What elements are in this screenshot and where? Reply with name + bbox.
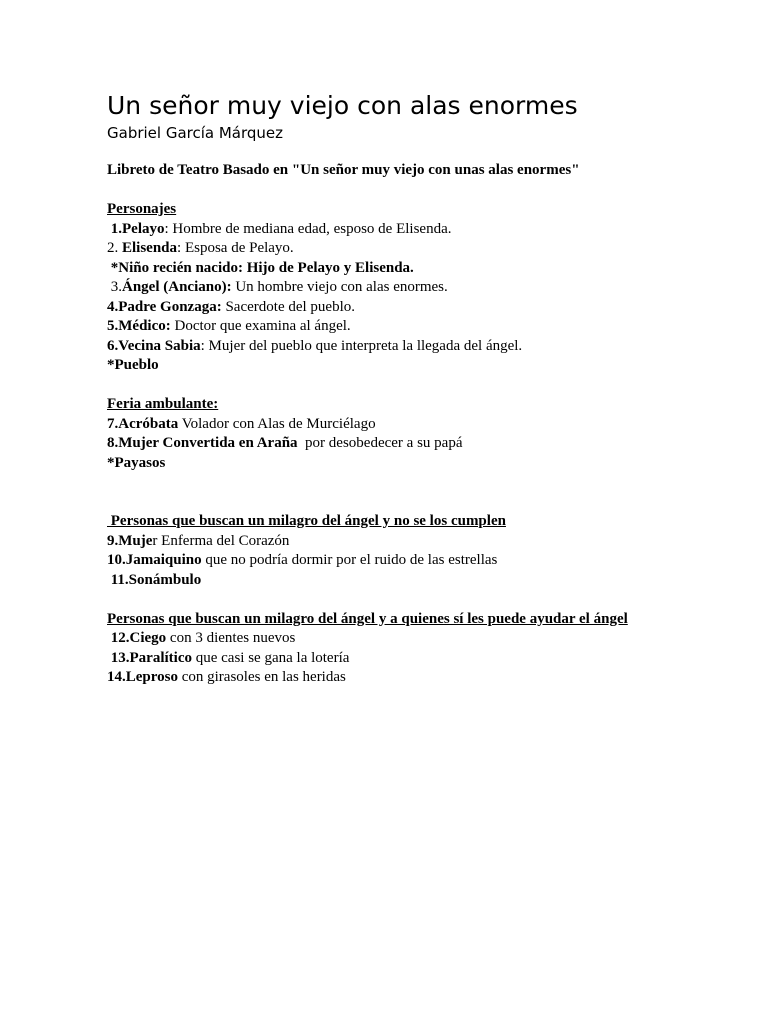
- character-line: [107, 239, 747, 259]
- libreto-text: Libreto de Teatro Basado en "Un señor muy viejo con unas alas enormes": [107, 162, 580, 178]
- character-line: [107, 278, 747, 298]
- character-line: [107, 532, 747, 552]
- character-line: [107, 337, 747, 357]
- document-title: Un señor muy viejo con alas enormes: [107, 91, 578, 120]
- character-line: [107, 454, 747, 474]
- character-line: [107, 571, 747, 591]
- character-line: [107, 434, 747, 454]
- feria-list: [107, 415, 747, 474]
- character-description: Doctor que examina al ángel.: [170, 318, 351, 334]
- character-line: [107, 356, 747, 376]
- no-cumplen-list: [107, 532, 747, 591]
- character-name: 8.Mujer Convertida en Araña: [107, 435, 298, 451]
- character-description: r Enferma del Corazón: [152, 532, 290, 549]
- character-description: Un hombre viejo con alas enormes.: [231, 279, 448, 295]
- character-name: 10.Jamaiquino: [107, 552, 202, 568]
- si-ayuda-list: [107, 629, 747, 688]
- character-name: 12.Ciego: [110, 630, 167, 646]
- character-name: 14.Leproso: [107, 669, 178, 685]
- character-line: [107, 298, 747, 318]
- character-description: con girasoles en las heridas: [177, 669, 346, 685]
- character-name: 13.Paralítico: [110, 649, 192, 666]
- character-prefix: 3.: [107, 279, 122, 295]
- character-name: *Pueblo: [107, 357, 159, 373]
- feria-heading: [107, 395, 747, 415]
- character-name: 6.Vecina Sabia: [107, 337, 201, 354]
- character-name: 9.Muje: [107, 532, 153, 549]
- character-line: [107, 415, 747, 435]
- character-line: [107, 629, 747, 649]
- character-name: 4.Padre Gonzaga:: [107, 298, 222, 315]
- character-description: Volador con Alas de Murciélago: [178, 415, 376, 432]
- no-cumplen-heading: [107, 512, 747, 532]
- character-name: 1.Pelayo: [110, 220, 165, 237]
- personajes-list: [107, 220, 747, 376]
- document-body: [107, 161, 747, 688]
- character-description: con 3 dientes nuevos: [166, 630, 296, 646]
- feria-heading-text: Feria ambulante:: [107, 396, 219, 412]
- character-name: 5.Médico:: [107, 318, 171, 334]
- character-description: : Mujer del pueblo que interpreta la llegada del ángel.: [200, 337, 523, 354]
- character-name: Ángel (Anciano):: [122, 279, 232, 295]
- no-cumplen-heading-text: Personas que buscan un milagro del ángel y no se los cumplen: [107, 513, 506, 529]
- character-line: [107, 220, 747, 240]
- si-ayuda-heading-text: Personas que buscan un milagro del ángel y a quienes sí les puede ayudar el ángel: [107, 610, 628, 627]
- character-line: [107, 668, 747, 688]
- character-description: que no podría dormir por el ruido de las estrellas: [201, 552, 498, 568]
- libreto-line: [107, 161, 747, 181]
- character-line: [107, 259, 747, 279]
- character-name: *Niño recién nacido: Hijo de Pelayo y Elisenda.: [110, 259, 414, 276]
- character-name: 11.Sonámbulo: [110, 571, 202, 588]
- character-description: que casi se gana la lotería: [191, 649, 350, 666]
- character-line: [107, 551, 747, 571]
- character-prefix: 2.: [107, 240, 122, 256]
- character-description: por desobedecer a su papá: [297, 435, 463, 451]
- document-author: Gabriel García Márquez: [107, 124, 284, 142]
- character-description: : Esposa de Pelayo.: [177, 240, 294, 256]
- character-description: Sacerdote del pueblo.: [221, 298, 356, 315]
- character-name: 7.Acróbata: [107, 415, 179, 432]
- character-line: [107, 317, 747, 337]
- character-name: *Payasos: [107, 454, 166, 471]
- personajes-heading: [107, 200, 747, 220]
- character-line: [107, 649, 747, 669]
- character-name: Elisenda: [122, 240, 178, 256]
- character-description: : Hombre de mediana edad, esposo de Elisenda.: [164, 220, 452, 237]
- si-ayuda-heading: [107, 610, 747, 630]
- personajes-heading-text: Personajes: [107, 201, 177, 217]
